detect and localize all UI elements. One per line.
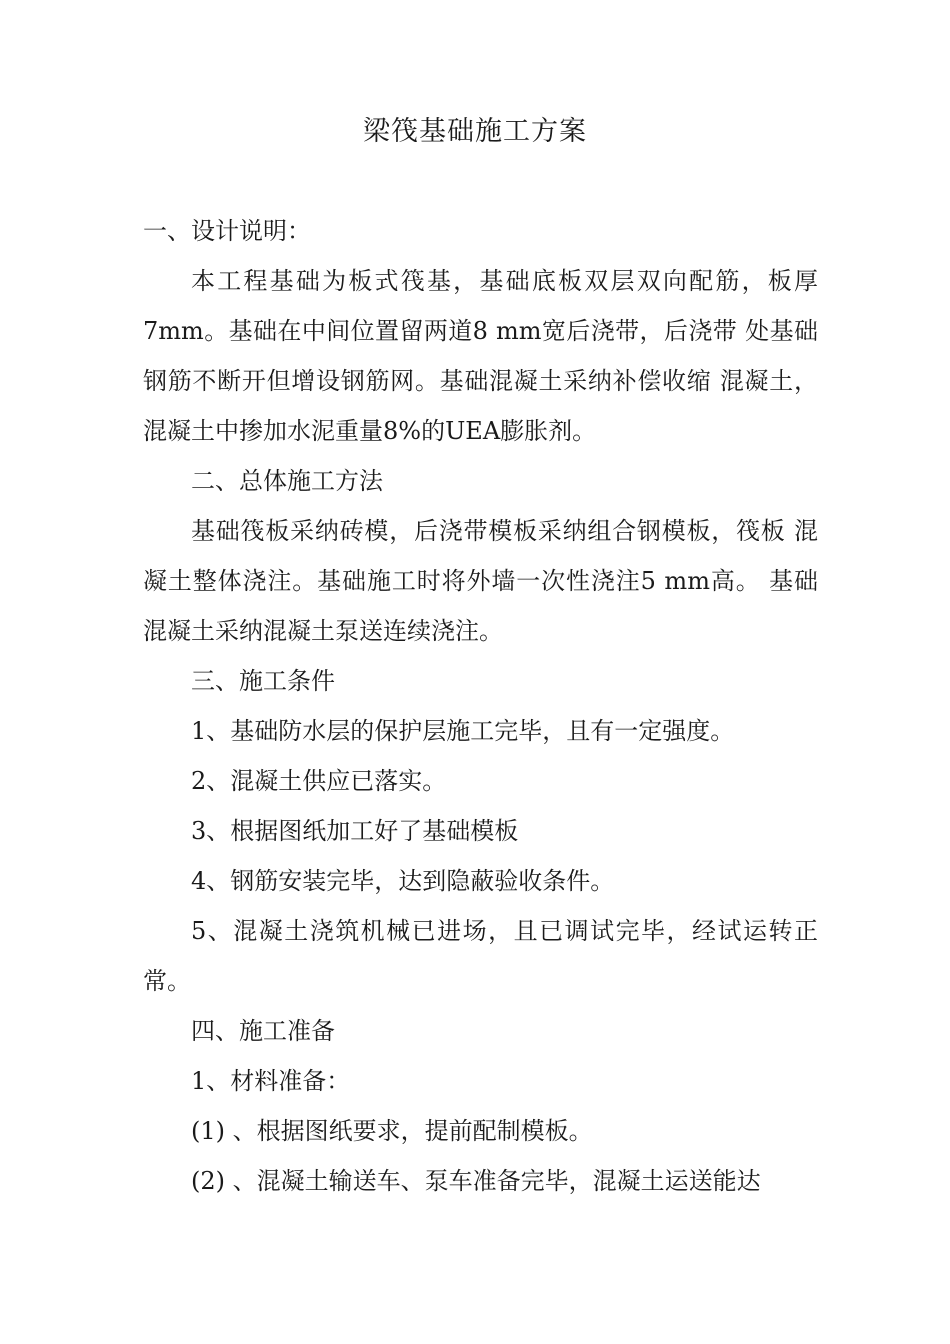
paragraph-design-description: 本工程基础为板式筏基，基础底板双层双向配筋，板厚7mm。基础在中间位置留两道8 mm宽后浇带，后浇带 处基础钢筋不断开但增设钢筋网。基础混凝土采纳补偿收缩 混凝土，混凝土中掺加水泥重量8%的UEA膨胀剂。 <box>143 267 818 445</box>
section-heading-design: 一、设计说明： <box>143 217 311 245</box>
list-item: (1) 、根据图纸要求，提前配制模板。 <box>191 1117 593 1145</box>
section-heading-method: 二、总体施工方法 <box>191 467 383 495</box>
document-title: 梁筏基础施工方案 <box>363 116 587 147</box>
paragraph-method-description: 基础筏板采纳砖模，后浇带模板采纳组合钢模板，筏板 混凝土整体浇注。基础施工时将外墙一次性浇注5 mm高。 基础混凝土采纳混凝土泵送连续浇注。 <box>143 517 818 645</box>
list-item: 3、根据图纸加工好了基础模板 <box>191 817 519 845</box>
document-body <box>143 206 818 1206</box>
section-heading-conditions: 三、施工条件 <box>191 667 335 695</box>
list-item: 1、基础防水层的保护层施工完毕，且有一定强度。 <box>191 717 735 745</box>
subsection-heading-materials: 1、材料准备： <box>191 1067 351 1095</box>
list-item: 4、钢筋安装完毕，达到隐蔽验收条件。 <box>191 867 615 895</box>
list-item: 5、混凝土浇筑机械已进场，且已调试完毕，经试运转正常。 <box>143 917 818 995</box>
list-item: (2) 、混凝土输送车、泵车准备完毕，混凝土运送能达 <box>191 1167 761 1195</box>
list-item: 2、混凝土供应已落实。 <box>191 767 447 795</box>
section-heading-preparation: 四、施工准备 <box>191 1017 335 1045</box>
